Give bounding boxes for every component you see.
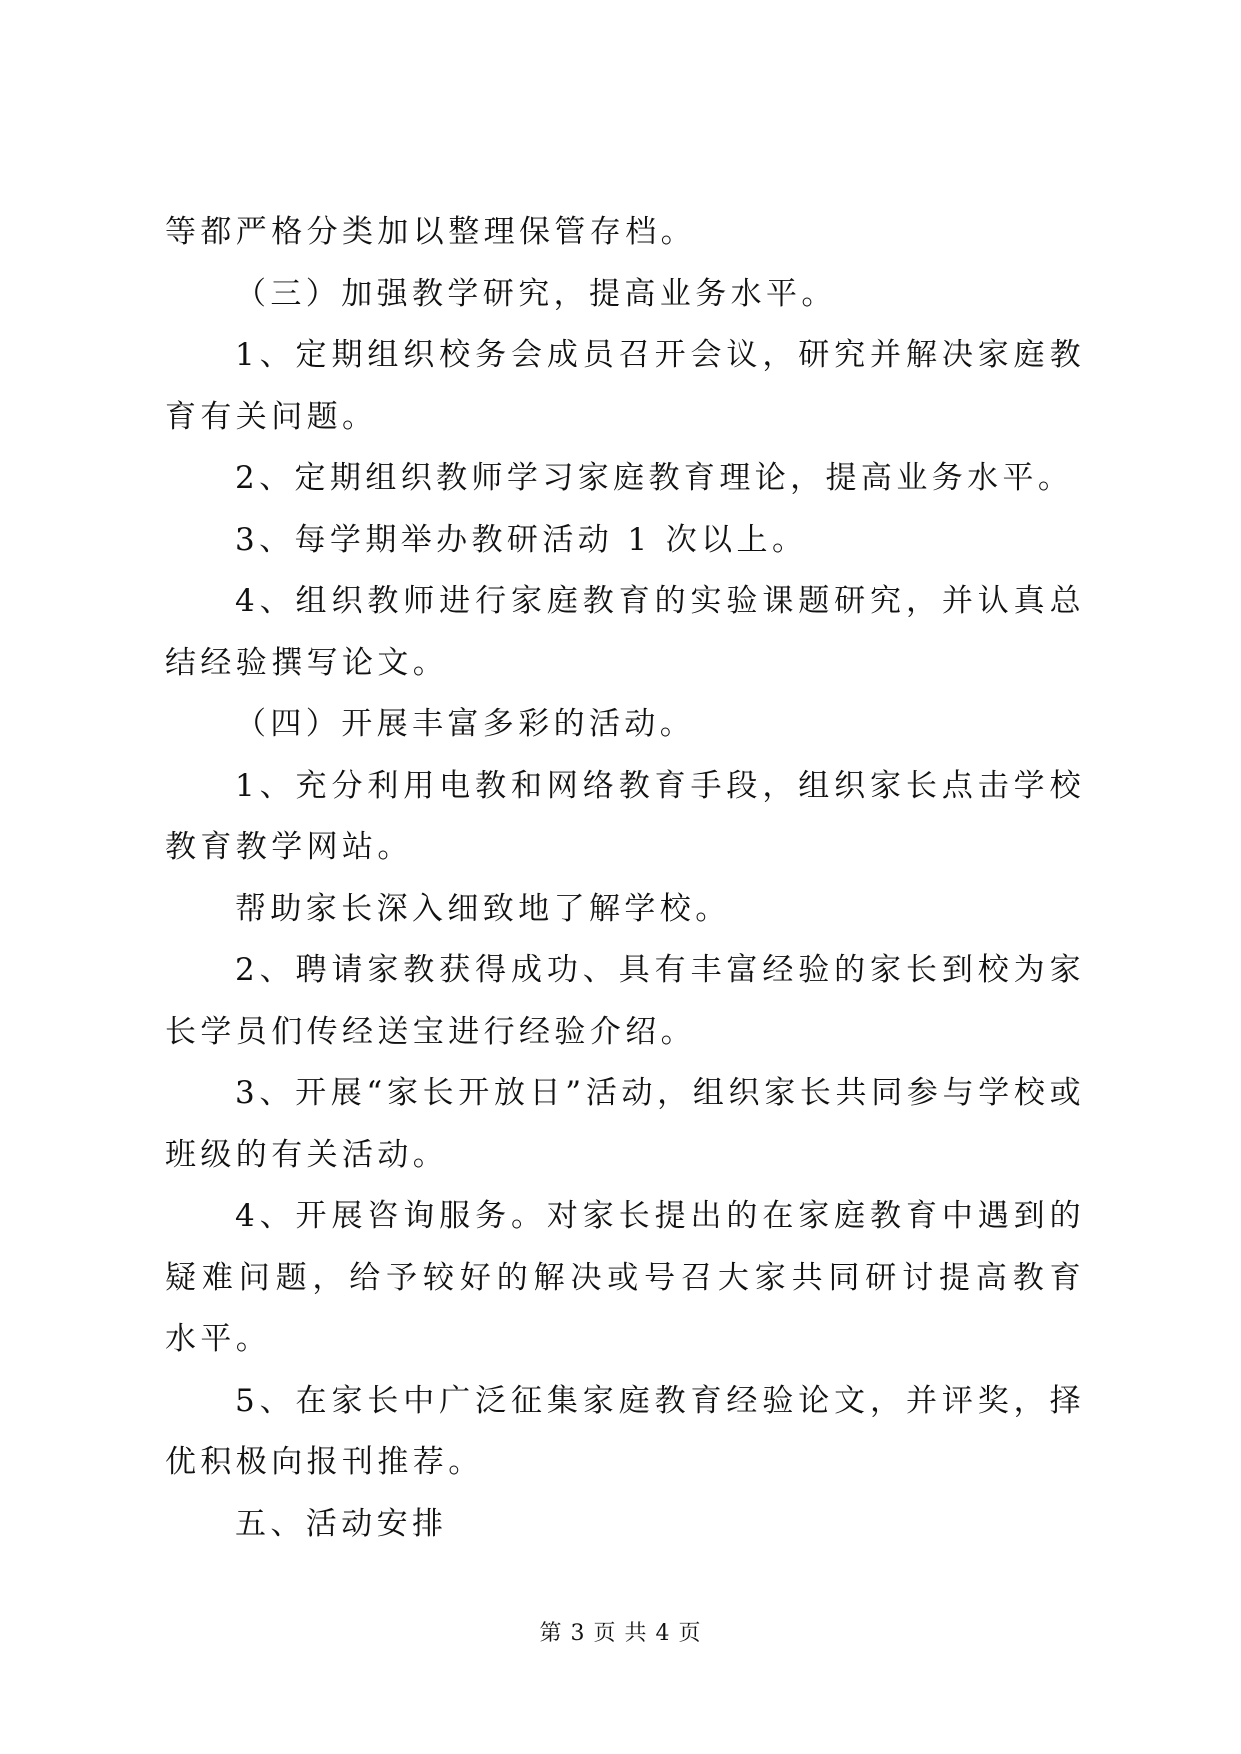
list-item-4-5: 5、在家长中广泛征集家庭教育经验论文，并评奖，择优积极向报刊推荐。 — [165, 1382, 1085, 1480]
paragraph-help-parents: 帮助家长深入细致地了解学校。 — [235, 890, 731, 927]
document-body — [165, 202, 1085, 1555]
section-heading-3: （三）加强教学研究，提高业务水平。 — [235, 275, 837, 312]
section-heading-4: （四）开展丰富多彩的活动。 — [235, 706, 696, 742]
list-item-3-1: 1、定期组织校务会成员召开会议，研究并解决家庭教育有关问题。 — [165, 337, 1085, 435]
list-item-3-3: 3、每学期举办教研活动 1 次以上。 — [235, 521, 808, 558]
list-item-3-4: 4、组织教师进行家庭教育的实验课题研究，并认真总结经验撰写论文。 — [165, 583, 1085, 681]
list-item-4-2: 2、聘请家教获得成功、具有丰富经验的家长到校为家长学员们传经送宝进行经验介绍。 — [165, 952, 1085, 1050]
list-item-3-2: 2、定期组织教师学习家庭教育理论，提高业务水平。 — [235, 460, 1074, 496]
section-heading-5: 五、活动安排 — [235, 1505, 448, 1542]
page-number-footer: 第 3 页 共 4 页 — [539, 1621, 702, 1646]
list-item-4-4: 4、开展咨询服务。对家长提出的在家庭教育中遇到的疑难问题，给予较好的解决或号召大家共同研讨提高教育水平。 — [165, 1198, 1085, 1357]
paragraph-1: 等都严格分类加以整理保管存档。 — [165, 214, 696, 250]
list-item-4-1: 1、充分利用电教和网络教育手段，组织家长点击学校教育教学网站。 — [165, 767, 1085, 865]
list-item-4-3: 3、开展“家长开放日”活动，组织家长共同参与学校或班级的有关活动。 — [165, 1075, 1085, 1173]
